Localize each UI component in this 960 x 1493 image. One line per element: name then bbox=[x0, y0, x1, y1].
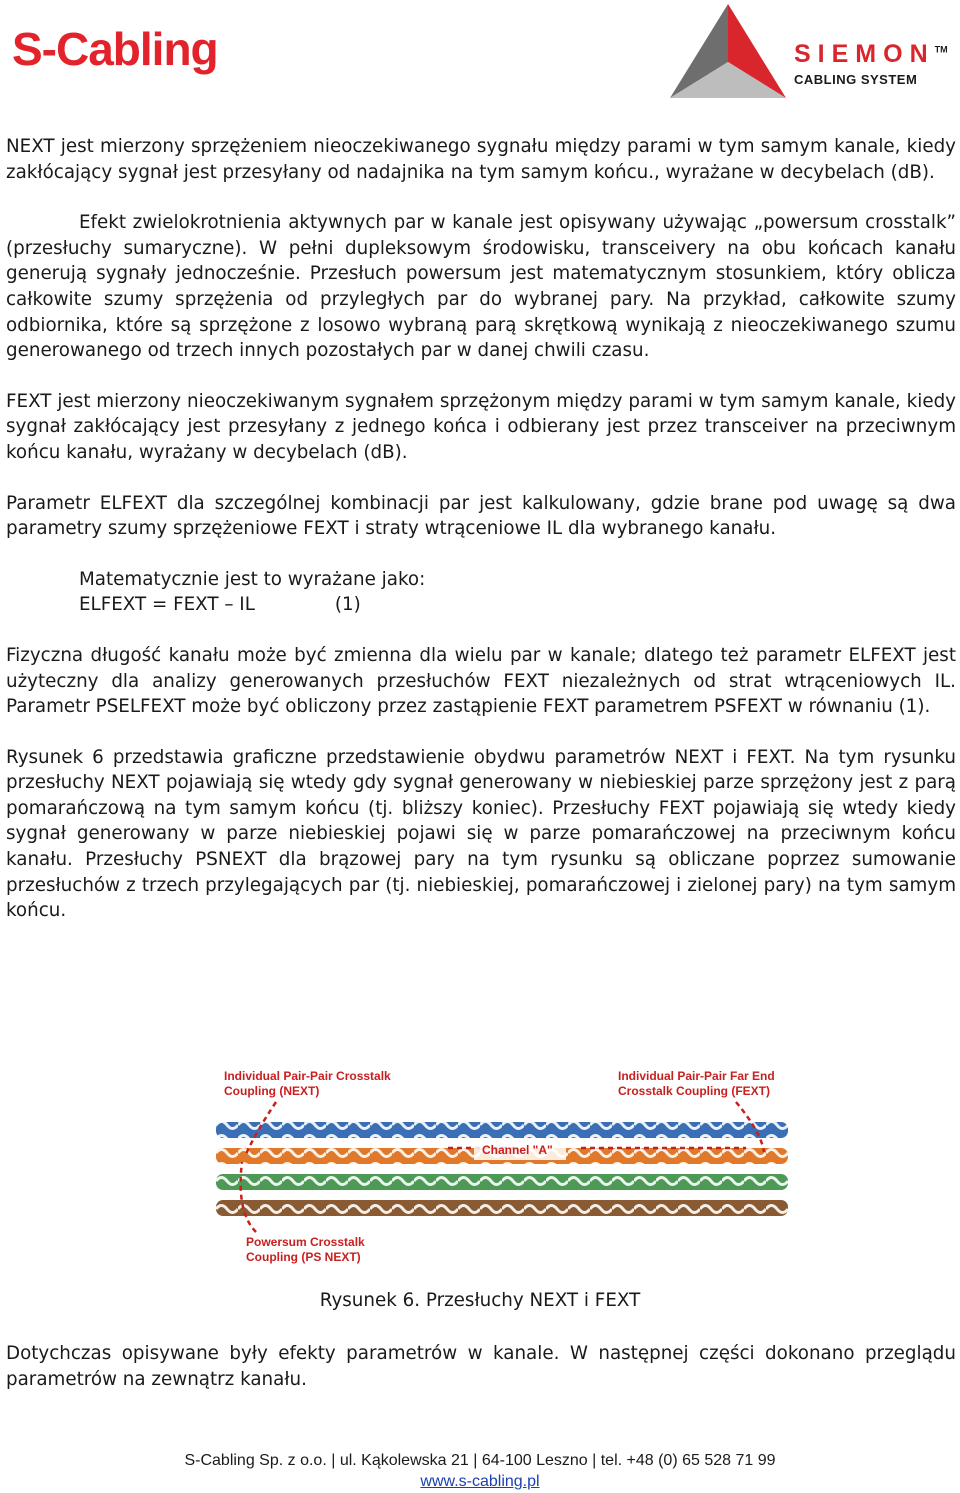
siemon-emblem-icon bbox=[668, 2, 798, 102]
paragraph-conclusion: Dotychczas opisywane były efekty parametrów w kanale. W następnej części dokonano przeglądu parametrów na zewnątrz kanału. bbox=[6, 1343, 956, 1390]
s-cabling-logo: S-Cabling bbox=[12, 23, 218, 75]
psnext-label-line1: Powersum Crosstalk bbox=[246, 1235, 365, 1249]
formula-number: (1) bbox=[334, 594, 361, 616]
siemon-subtitle: CABLING SYSTEM bbox=[794, 72, 918, 87]
page-header bbox=[0, 0, 960, 110]
formula-block bbox=[79, 567, 956, 618]
page-footer bbox=[0, 1450, 960, 1492]
paragraph-figure-desc: Rysunek 6 przedstawia graficzne przedstawienie obydwu parametrów NEXT i FEXT. Na tym rysunku przesłuchy NEXT pojawiają się wtedy gdy sygnał generowany w niebieskiej parze sprzężony jest z parą pomarańczową na tym samym końcu (tj. bliższy koniec). Przesłuchy FEXT pojawiają się wtedy kiedy sygnał generowany w parze niebieskiej pojawi się w parze pomarańczowej na przeciwnym końcu kanału. Przesłuchy PSNEXT dla brązowej pary na tym rysunku są obliczane poprzez sumowanie przesłuchów z trzech przylegających par (tj. niebieskiej, pomarańczowej i zielonej pary) na tym samym końcu. bbox=[6, 746, 956, 922]
fext-label-line1: Individual Pair-Pair Far End bbox=[618, 1069, 775, 1083]
footer-website-link[interactable]: www.s-cabling.pl bbox=[420, 1473, 540, 1490]
siemon-wordmark: SIEMON™ bbox=[794, 40, 948, 68]
psnext-label-line2: Coupling (PS NEXT) bbox=[246, 1250, 361, 1264]
paragraph-next: NEXT jest mierzony sprzężeniem nieoczekiwanego sygnału między parami w tym samym kanale, kiedy zakłócający sygnał jest przesyłany od nadajnika na tym samym końcu., wyrażane w decybelach (dB). bbox=[6, 136, 956, 183]
document-body bbox=[6, 134, 956, 949]
siemon-logo bbox=[668, 2, 958, 102]
fext-label-line2: Crosstalk Coupling (FEXT) bbox=[618, 1084, 771, 1098]
formula-text: ELFEXT = FEXT – IL bbox=[79, 594, 255, 616]
paragraph-powersum: Efekt zwielokrotnienia aktywnych par w kanale jest opisywany używając „powersum crosstalk” (przesłuchy sumaryczne). W pełni dupleksowym środowisku, transceivery na obu końcach kanału generują sygnały jednocześnie. Przesłuch powersum jest matematycznym stosunkiem, który oblicza całkowite szumy sprzężenia od przyległych par do wybranej pary. Na przykład, całkowite szumy odbiornika, które są sprzężone z losowo wybraną parą skrętkową wynikają z nieoczekiwanego szumu generowanego od trzech innych pozostałych par w danej chwili czasu. bbox=[6, 212, 956, 362]
paragraph-elfext: Parametr ELFEXT dla szczególnej kombinacji par jest kalkulowany, gdzie brane pod uwagę są dwa parametry szumy sprzężeniowe FEXT i straty wtrąceniowe IL dla wybranego kanału. bbox=[6, 492, 956, 540]
formula-intro: Matematycznie jest to wyrażane jako: bbox=[79, 568, 426, 590]
footer-address: S-Cabling Sp. z o.o. | ul. Kąkolewska 21 | 64-100 Leszno | tel. +48 (0) 65 528 71 99 bbox=[184, 1452, 776, 1469]
formula-line bbox=[79, 592, 956, 618]
paragraph-length: Fizyczna długość kanału może być zmienna dla wielu par w kanale; dlatego też parametr ELFEXT jest użyteczny dla analizy generowanych przesłuchów FEXT niezależnych od strat wtrąceniowych IL. Parametr PSELFEXT może być obliczony przez zastąpienie FEXT parametrem PSFEXT w równaniu (1). bbox=[6, 644, 956, 718]
next-label-line1: Individual Pair-Pair Crosstalk bbox=[224, 1069, 391, 1083]
paragraph-fext: FEXT jest mierzony nieoczekiwanym sygnałem sprzężonym między parami w tym samym kanale, kiedy sygnał zakłócający jest przesyłany z jednego końca i odbierany jest przez transceiver na przeciwnym końcu kanału, wyrażany w decybelach (dB). bbox=[6, 390, 956, 463]
cable-pairs-illustration bbox=[216, 1062, 788, 1272]
next-label-line2: Coupling (NEXT) bbox=[224, 1084, 320, 1098]
figure-caption: Rysunek 6. Przesłuchy NEXT i FEXT bbox=[319, 1290, 641, 1311]
channel-label: Channel "A" bbox=[482, 1143, 553, 1157]
crosstalk-figure bbox=[216, 1062, 788, 1272]
